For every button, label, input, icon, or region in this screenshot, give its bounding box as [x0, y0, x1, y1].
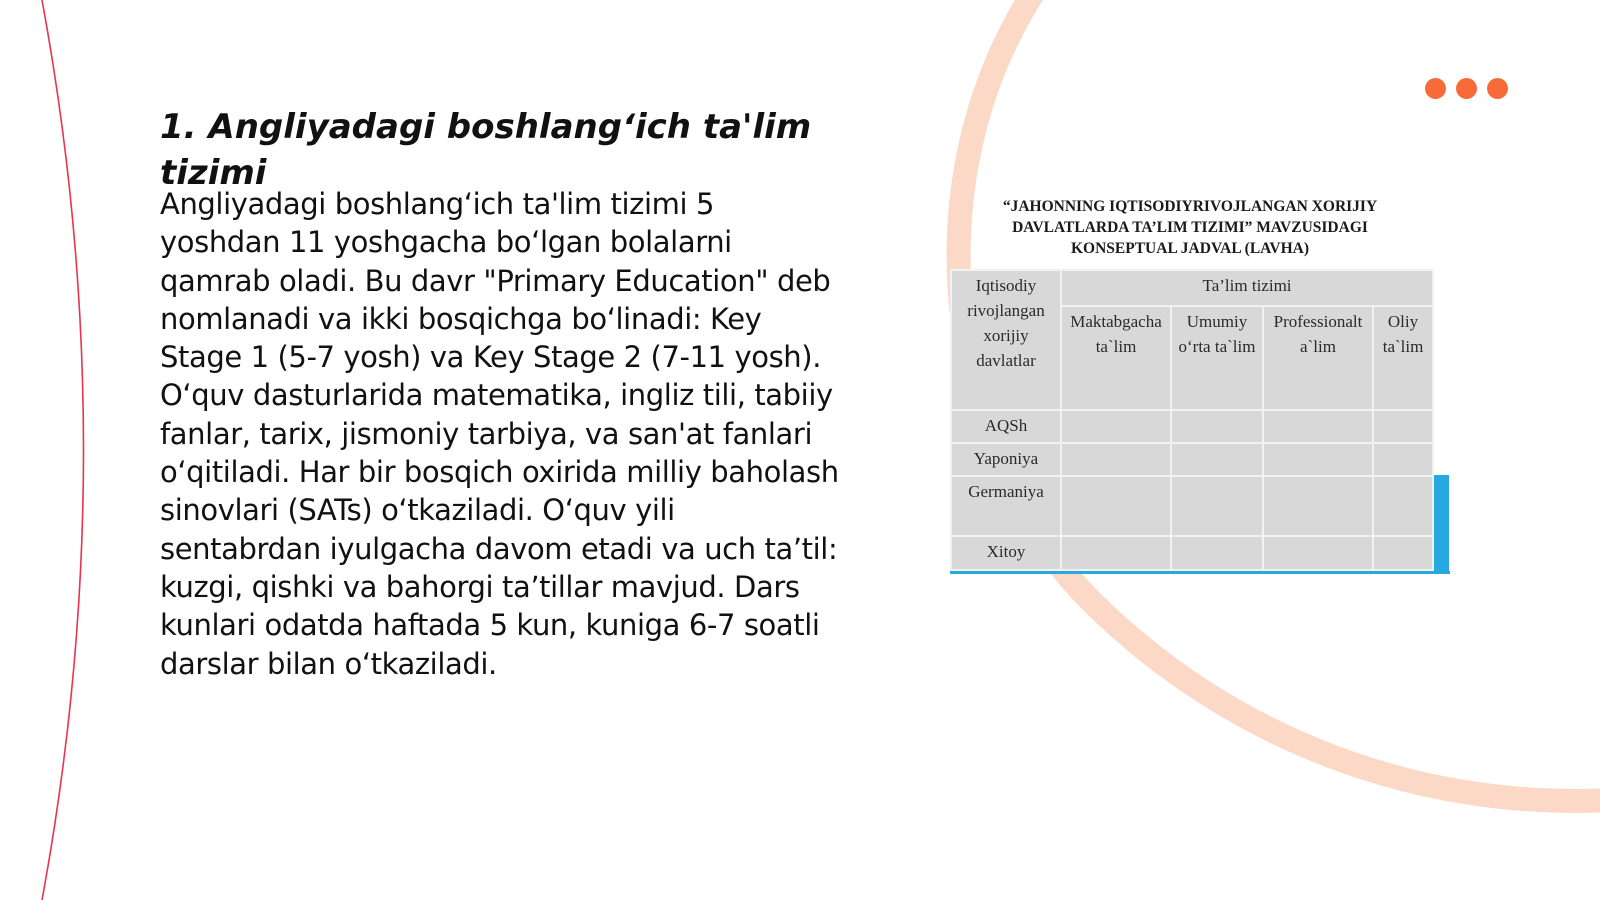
table-row-header: AQSh: [951, 410, 1061, 443]
dot-icon: [1425, 78, 1446, 99]
figure-caption: [950, 196, 1430, 259]
slide-body-text: Angliyadagi boshlang‘ich ta'lim tizimi 5 yoshdan 11 yoshgacha bo‘lgan bolalarni qamrab oladi. Bu davr "Primary Education" deb nomlanadi va ikki bosqichga bo‘linadi: Key Stage 1 (5-7 yosh) va Key Stage 2 (7-11 yosh). O‘quv dasturlarida matematika, ingliz tili, tabiiy fanlar, tarix, jismoniy tarbiya, va san'at fanlari o‘qitiladi. Har bir bosqich oxirida milliy baholash sinovlari (SATs) o‘tkaziladi. O‘quv yili sentabrdan iyulgacha davom etadi va uch ta’til: kuzgi, qishki va bahorgi ta’tillar mavjud. Dars kunlari odatda haftada 5 kun, kuniga 6-7 soatli darslar bilan o‘tkaziladi.: [160, 187, 839, 681]
table-cell: [1373, 443, 1433, 476]
table-column-header: Umumiy o‘rta ta`lim: [1171, 306, 1263, 410]
dot-icon: [1487, 78, 1508, 99]
dot-icon: [1456, 78, 1477, 99]
table-cell: [1263, 443, 1373, 476]
table-cell: [1263, 476, 1373, 536]
table-row: [951, 410, 1433, 443]
table-column-header: Oliy ta`lim: [1373, 306, 1433, 410]
concept-table-figure: [950, 196, 1450, 571]
figure-caption-line: “JAHONNING IQTISODIYRIVOJLANGAN XORIJIY: [1002, 198, 1378, 215]
table-cell: [1171, 410, 1263, 443]
concept-table: [950, 269, 1434, 571]
table-column-header: Maktabgacha ta`lim: [1061, 306, 1171, 410]
table-cell: [1171, 476, 1263, 536]
table-cell: [1061, 476, 1171, 536]
blue-accent-line: [950, 571, 1450, 574]
table-group-header: Ta’lim tizimi: [1061, 270, 1433, 306]
table-cell: [1061, 410, 1171, 443]
table-column-header: Professionalt a`lim: [1263, 306, 1373, 410]
table-row: [951, 536, 1433, 570]
table-cell: [1171, 536, 1263, 570]
decorative-dots: [1425, 78, 1508, 99]
table-row-header: Germaniya: [951, 476, 1061, 536]
figure-caption-line: DAVLATLARDA TA’LIM TIZIMI” MAVZUSIDAGI: [1012, 219, 1368, 236]
table-cell: [1061, 536, 1171, 570]
table-row: [951, 476, 1433, 536]
table-corner-header: Iqtisodiy rivojlangan xorijiy davlatlar: [951, 270, 1061, 410]
table-row: [951, 443, 1433, 476]
figure-caption-line: KONSEPTUAL JADVAL (LAVHA): [1070, 240, 1309, 257]
table-row-header: Yaponiya: [951, 443, 1061, 476]
table-cell: [1263, 410, 1373, 443]
table-row-header: Xitoy: [951, 536, 1061, 570]
left-red-curve: [42, 0, 84, 900]
slide-title: 1. Angliyadagi boshlang‘ich ta'lim tizimi: [160, 107, 812, 193]
table-cell: [1373, 476, 1433, 536]
table-cell: [1263, 536, 1373, 570]
table-cell: [1061, 443, 1171, 476]
table-cell: [1373, 410, 1433, 443]
table-cell: [1171, 443, 1263, 476]
table-cell: [1373, 536, 1433, 570]
